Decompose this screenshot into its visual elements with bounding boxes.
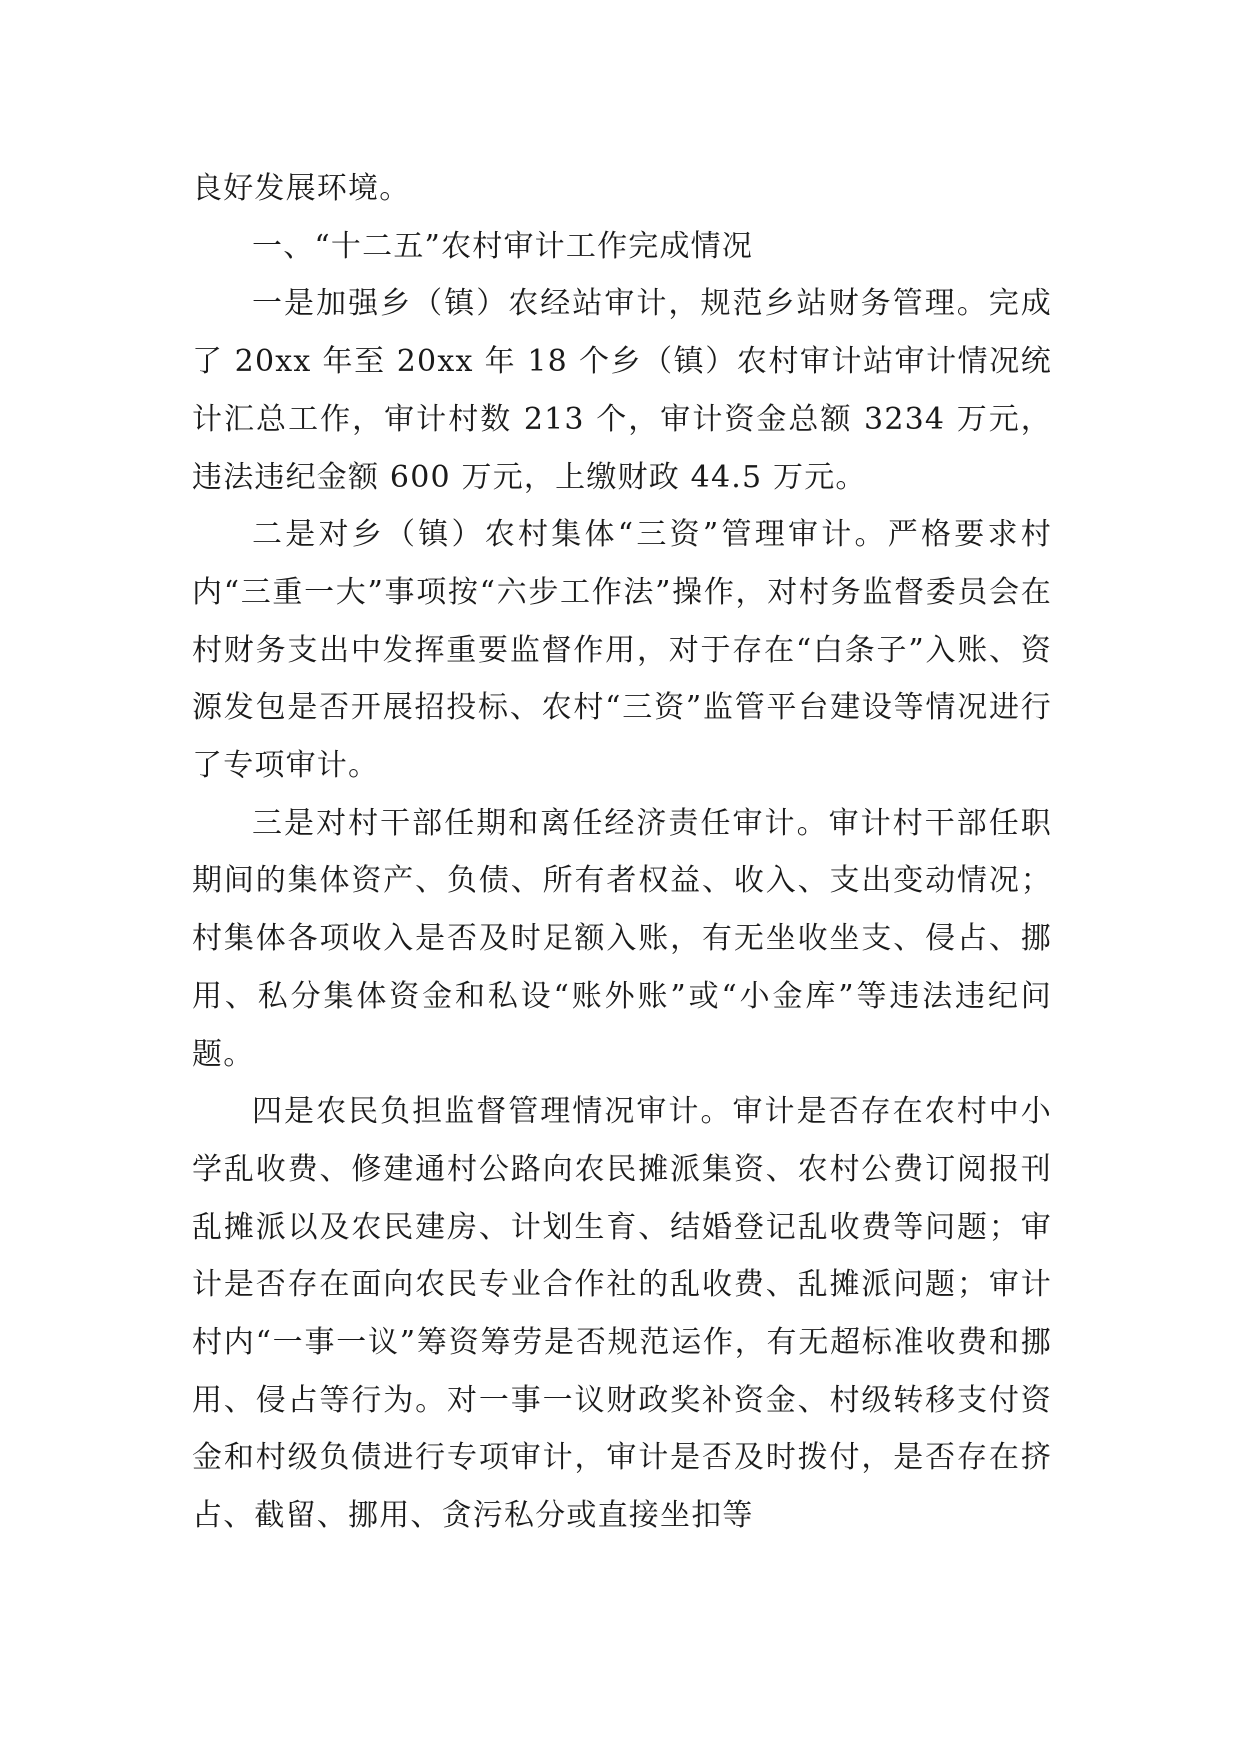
- paragraph-cadre-audit: 三是对村干部任期和离任经济责任审计。审计村干部任职期间的集体资产、负债、所有者权益、收入、支出变动情况；村集体各项收入是否及时足额入账，有无坐收坐支、侵占、挪用、私分集体资金和私设“账外账”或“小金库”等违法违纪问题。: [192, 805, 1052, 1072]
- paragraph-three-assets-audit: 二是对乡（镇）农村集体“三资”管理审计。严格要求村内“三重一大”事项按“六步工作法”操作，对村务监督委员会在村财务支出中发挥重要监督作用，对于存在“白条子”入账、资源发包是否开展招投标、农村“三资”监管平台建设等情况进行了专项审计。: [192, 517, 1052, 784]
- paragraph-continuation: 良好发展环境。: [192, 171, 411, 206]
- paragraph-farmer-burden-audit: 四是农民负担监督管理情况审计。审计是否存在农村中小学乱收费、修建通村公路向农民摊派集资、农村公费订阅报刊乱摊派以及农民建房、计划生育、结婚登记乱收费等问题；审计是否存在面向农民专业合作社的乱收费、乱摊派问题；审计村内“一事一议”筹资筹劳是否规范运作，有无超标准收费和挪用、侵占等行为。对一事一议财政奖补资金、村级转移支付资金和村级负债进行专项审计，审计是否及时拨付，是否存在挤占、截留、挪用、贪污私分或直接坐扣等: [192, 1094, 1052, 1534]
- document-body: [192, 160, 1052, 1545]
- section-heading: 一、“十二五”农村审计工作完成情况: [252, 228, 754, 264]
- paragraph-township-audit: 一是加强乡（镇）农经站审计，规范乡站财务管理。完成了 20xx 年至 20xx 年 18 个乡（镇）农村审计站审计情况统计汇总工作，审计村数 213 个，审计资金总额 3234 万元，违法违纪金额 600 万元，上缴财政 44.5 万元。: [192, 286, 1052, 495]
